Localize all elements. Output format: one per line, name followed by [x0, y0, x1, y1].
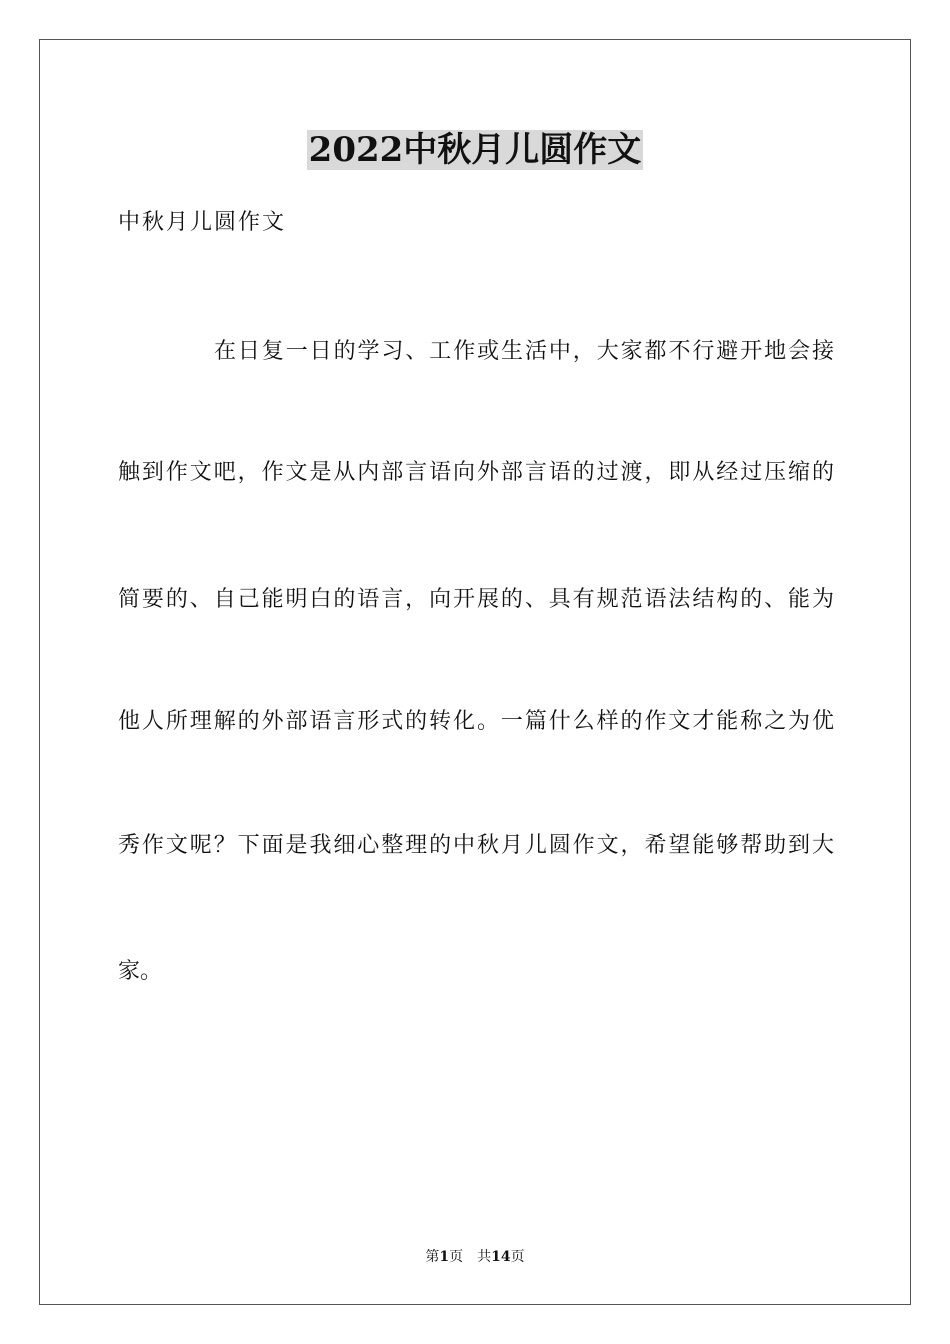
footer-total-prefix: 共 — [477, 1249, 492, 1265]
document-title-text: 2022中秋月儿圆作文 — [308, 130, 642, 170]
footer-page-suffix: 页 — [449, 1249, 464, 1265]
document-title — [0, 128, 950, 172]
footer-total-suffix: 页 — [510, 1249, 525, 1265]
footer-page-prefix: 第 — [425, 1249, 440, 1265]
paragraph-line-6: 家。 — [118, 959, 163, 984]
paragraph-line-1: 在日复一日的学习、工作或生活中，大家都不行避开地会接 — [214, 339, 834, 364]
paragraph-line-3: 简要的、自己能明白的语言，向开展的、具有规范语法结构的、能为 — [118, 587, 834, 612]
footer-page-number: 1 — [439, 1249, 450, 1265]
paragraph-line-4: 他人所理解的外部语言形式的转化。一篇什么样的作文才能称之为优 — [118, 709, 834, 734]
paragraph-line-2: 触到作文吧，作文是从内部言语向外部言语的过渡，即从经过压缩的 — [118, 460, 834, 485]
paragraph-line-5: 秀作文呢？下面是我细心整理的中秋月儿圆作文，希望能够帮助到大 — [118, 833, 834, 858]
footer-total-pages: 14 — [491, 1249, 511, 1265]
page-footer — [0, 1247, 950, 1267]
document-subtitle: 中秋月儿圆作文 — [118, 210, 287, 235]
